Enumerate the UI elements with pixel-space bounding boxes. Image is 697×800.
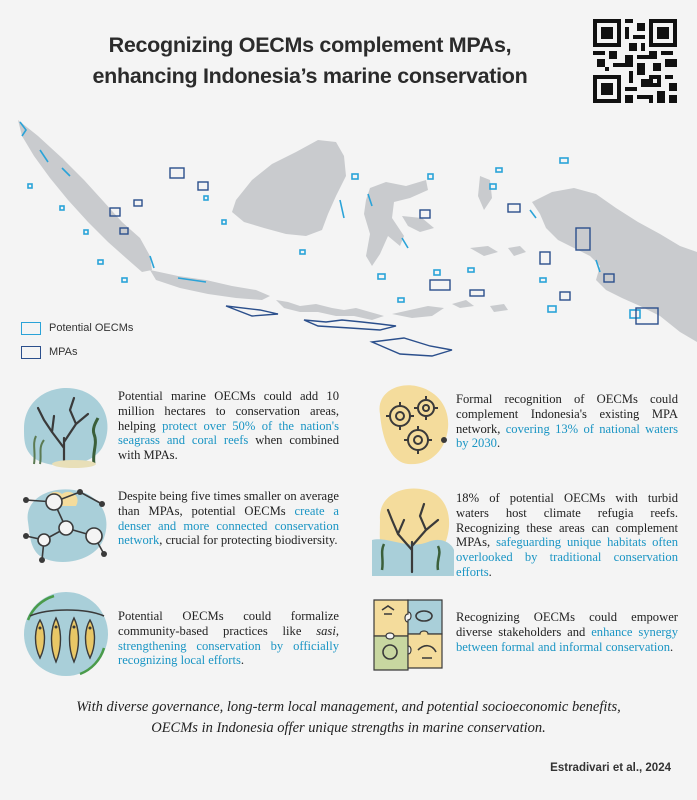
text-segment: .	[670, 639, 674, 654]
timor-island	[392, 306, 444, 318]
borneo-island	[232, 140, 346, 236]
qr-code-icon[interactable]	[593, 19, 677, 103]
legend-label: Potential OECMs	[49, 322, 134, 334]
text-segment: ,	[335, 623, 339, 638]
map-legend	[21, 318, 133, 366]
papua-island	[532, 188, 697, 342]
text-segment: .	[496, 436, 501, 451]
citation: Estradivari et al., 2024	[550, 762, 671, 774]
text-segment: Despite being five times smaller on average than MPAs, potential OECMs	[118, 489, 340, 518]
text-segment: .	[488, 564, 492, 579]
title-line-1: Recognizing OECMs complement MPAs,	[108, 33, 512, 57]
highlighted-text: create a denser and more connected conservation network	[118, 503, 339, 548]
lesser-sunda-islands	[276, 300, 384, 320]
finding-text-2	[456, 392, 678, 451]
turbid-reef-icon	[368, 480, 454, 576]
legend-item-mpas	[21, 342, 133, 362]
text-segment: 18% of potential OECMs with turbid waters host climate refugia reefs. Recognizing these areas can complement MPAs,	[456, 491, 678, 550]
highlighted-text: strengthening conservation by officially recognizing local efforts	[118, 638, 339, 668]
gears-icon	[370, 378, 454, 470]
text-segment: .	[240, 653, 245, 668]
highlighted-text: enhance synergy between formal and informal conservation	[456, 624, 678, 654]
title-line-2: enhancing Indonesia’s marine conservation	[92, 64, 528, 88]
legend-swatch-potential-oecms	[21, 322, 41, 335]
finding-text-5	[118, 609, 339, 668]
java-island	[150, 270, 270, 300]
text-segment: sasi	[316, 623, 336, 638]
text-segment: Formal recognition of OECMs could complement Indonesia's existing MPA network,	[456, 392, 678, 436]
text-segment: when combined with MPAs.	[118, 433, 339, 463]
highlighted-text: safeguarding unique habitats often overlooked by traditional conservation efforts	[456, 535, 679, 579]
text-segment: Recognizing OECMs could empower diverse stakeholders and	[456, 610, 678, 639]
sumatra-island	[18, 120, 152, 272]
coral-reef-icon	[14, 378, 116, 470]
finding-text-3	[118, 489, 339, 548]
fish-catch-icon	[14, 586, 116, 682]
legend-label: MPAs	[49, 346, 78, 358]
maluku-islands	[478, 176, 492, 210]
puzzle-icon	[368, 594, 454, 684]
highlighted-text: covering 13% of national waters by 2030	[456, 421, 678, 451]
text-segment: Potential OECMs could formalize community-based practices like	[118, 609, 339, 638]
finding-text-4	[456, 491, 678, 580]
finding-text-1	[118, 389, 339, 463]
text-segment: , crucial for protecting biodiversity.	[159, 533, 338, 548]
finding-text-6	[456, 610, 678, 654]
legend-item-potential-oecms	[21, 318, 133, 338]
highlighted-text: protect over 50% of the nation's seagrass and coral reefs	[118, 418, 339, 448]
network-icon	[14, 480, 116, 570]
legend-swatch-mpas	[21, 346, 41, 359]
summary-statement: With diverse governance, long-term local management, and potential socioeconomic benefits, OECMs in Indonesia offer unique strengths in marine conservation.	[76, 699, 621, 736]
text-segment: Potential marine OECMs could add 10 million hectares to conservation areas, helping	[118, 389, 339, 433]
page-title	[40, 30, 580, 92]
